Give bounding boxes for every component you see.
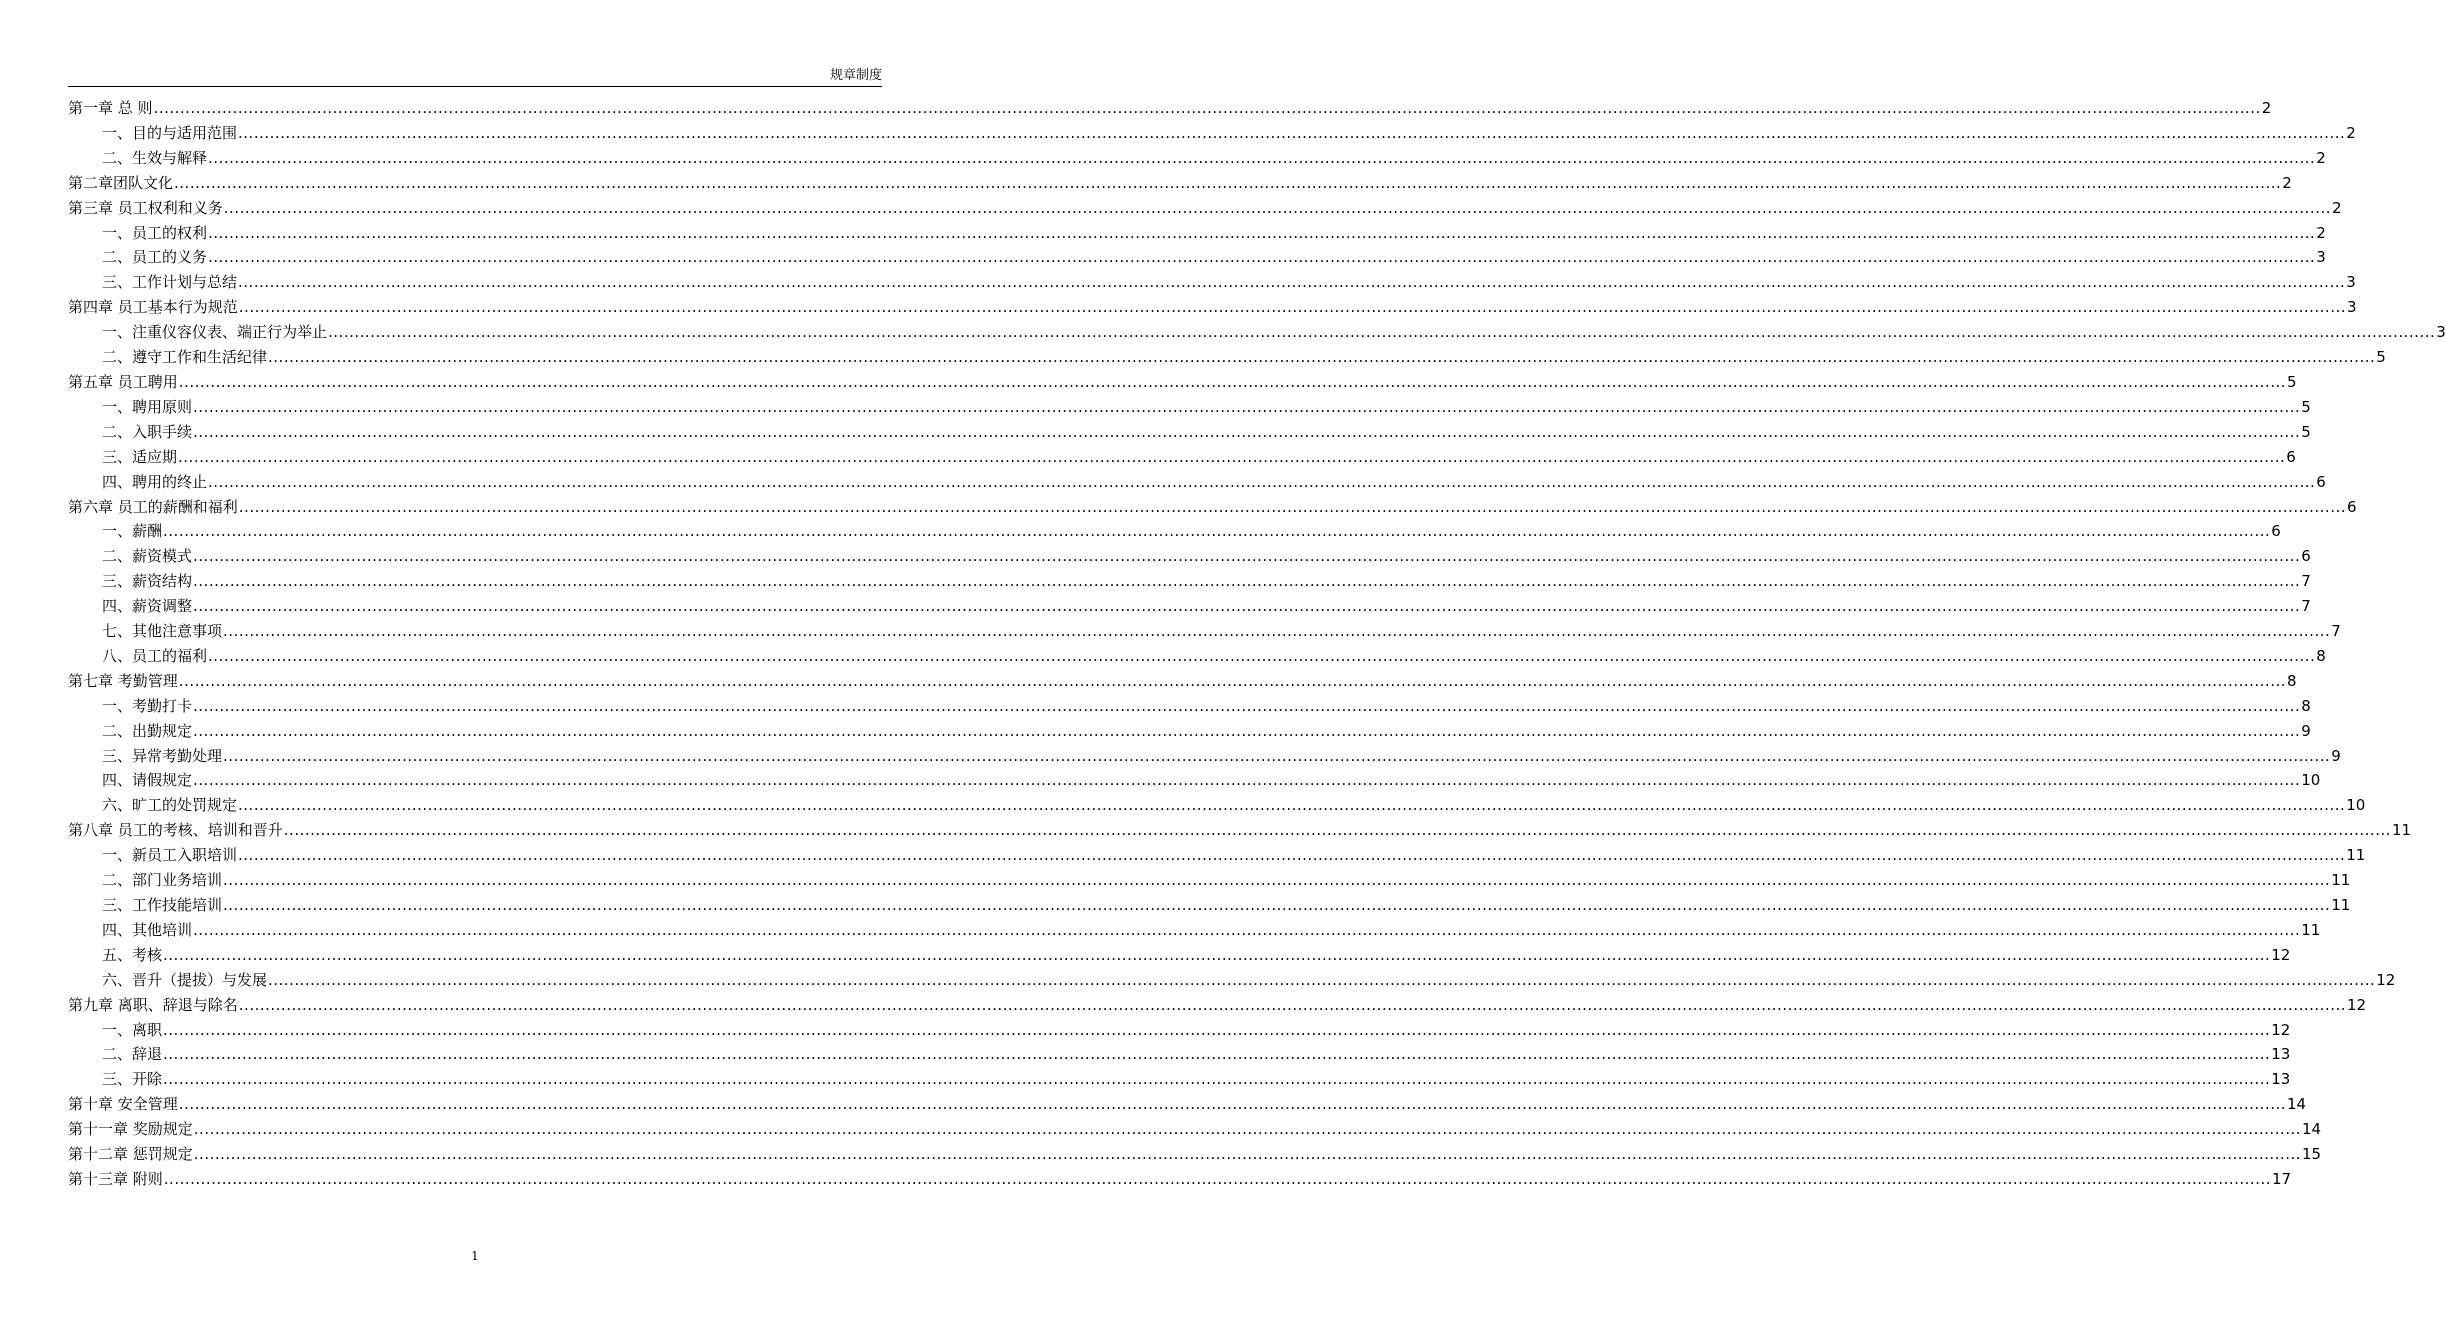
toc-entry-title: 一、考勤打卡 bbox=[102, 696, 193, 715]
toc-dot-leader: ................................................................................................................................................................................................................................................................................................................................................................................................................ bbox=[238, 123, 2346, 142]
toc-dot-leader: ................................................................................................................................................................................................................................................................................................................................................................................................................ bbox=[193, 422, 2301, 441]
toc-entry-page: 12 bbox=[2271, 1020, 2291, 1039]
toc-dot-leader: ................................................................................................................................................................................................................................................................................................................................................................................................................ bbox=[193, 771, 2301, 790]
toc-entry-page: 9 bbox=[2331, 746, 2341, 765]
toc-section-entry[interactable] bbox=[68, 968, 2396, 993]
toc-entry-page: 8 bbox=[2287, 671, 2297, 690]
toc-chapter-entry[interactable] bbox=[68, 669, 2297, 694]
toc-section-entry[interactable] bbox=[68, 519, 2281, 544]
toc-entry-page: 12 bbox=[2376, 970, 2396, 989]
toc-section-entry[interactable] bbox=[68, 121, 2356, 146]
toc-entry-page: 5 bbox=[2376, 348, 2386, 367]
toc-dot-leader: ................................................................................................................................................................................................................................................................................................................................................................................................................ bbox=[193, 572, 2301, 591]
toc-entry-page: 2 bbox=[2316, 223, 2326, 242]
toc-section-entry[interactable] bbox=[68, 395, 2311, 420]
toc-dot-leader: ................................................................................................................................................................................................................................................................................................................................................................................................................ bbox=[238, 298, 2347, 317]
toc-entry-page: 10 bbox=[2346, 796, 2366, 815]
toc-dot-leader: ................................................................................................................................................................................................................................................................................................................................................................................................................ bbox=[163, 945, 2271, 964]
toc-dot-leader: ................................................................................................................................................................................................................................................................................................................................................................................................................ bbox=[193, 920, 2301, 939]
toc-entry-title: 第二章团队文化 bbox=[68, 173, 174, 192]
toc-entry-title: 第十章 安全管理 bbox=[68, 1095, 178, 1114]
toc-entry-page: 14 bbox=[2302, 1120, 2322, 1139]
toc-dot-leader: ................................................................................................................................................................................................................................................................................................................................................................................................................ bbox=[163, 1020, 2271, 1039]
toc-entry-title: 第三章 员工权利和义务 bbox=[68, 198, 223, 217]
toc-dot-leader: ................................................................................................................................................................................................................................................................................................................................................................................................................ bbox=[283, 821, 2392, 840]
toc-chapter-entry[interactable] bbox=[68, 1142, 2322, 1167]
toc-entry-title: 二、出勤规定 bbox=[102, 721, 193, 740]
toc-dot-leader: ................................................................................................................................................................................................................................................................................................................................................................................................................ bbox=[268, 970, 2376, 989]
toc-dot-leader: ................................................................................................................................................................................................................................................................................................................................................................................................................ bbox=[238, 846, 2346, 865]
toc-dot-leader: ................................................................................................................................................................................................................................................................................................................................................................................................................ bbox=[328, 323, 2436, 342]
toc-entry-title: 第四章 员工基本行为规范 bbox=[68, 298, 238, 317]
toc-section-entry[interactable] bbox=[68, 719, 2311, 744]
toc-entry-page: 13 bbox=[2271, 1045, 2291, 1064]
toc-section-entry[interactable] bbox=[68, 1042, 2291, 1067]
toc-dot-leader: ................................................................................................................................................................................................................................................................................................................................................................................................................ bbox=[238, 273, 2346, 292]
toc-dot-leader: ................................................................................................................................................................................................................................................................................................................................................................................................................ bbox=[223, 622, 2331, 641]
toc-dot-leader: ................................................................................................................................................................................................................................................................................................................................................................................................................ bbox=[163, 1169, 2272, 1188]
toc-entry-title: 一、新员工入职培训 bbox=[102, 846, 238, 865]
toc-section-entry[interactable] bbox=[68, 768, 2321, 793]
toc-entry-page: 6 bbox=[2301, 547, 2311, 566]
toc-section-entry[interactable] bbox=[68, 320, 2446, 345]
toc-entry-page: 2 bbox=[2332, 198, 2342, 217]
toc-section-entry[interactable] bbox=[68, 918, 2321, 943]
toc-chapter-entry[interactable] bbox=[68, 1167, 2292, 1192]
toc-entry-page: 10 bbox=[2301, 771, 2321, 790]
toc-dot-leader: ................................................................................................................................................................................................................................................................................................................................................................................................................ bbox=[223, 896, 2331, 914]
toc-dot-leader: ................................................................................................................................................................................................................................................................................................................................................................................................................ bbox=[178, 447, 2286, 466]
toc-section-entry[interactable] bbox=[68, 744, 2341, 769]
toc-entry-page: 2 bbox=[2282, 173, 2292, 192]
header-rule bbox=[68, 86, 882, 87]
toc-section-entry[interactable] bbox=[68, 569, 2311, 594]
toc-entry-page: 11 bbox=[2331, 871, 2351, 890]
toc-dot-leader: ................................................................................................................................................................................................................................................................................................................................................................................................................ bbox=[208, 472, 2316, 491]
toc-dot-leader: ................................................................................................................................................................................................................................................................................................................................................................................................................ bbox=[238, 796, 2346, 815]
toc-section-entry[interactable] bbox=[68, 345, 2386, 370]
toc-entry-title: 第一章 总 则 bbox=[68, 99, 153, 117]
toc-dot-leader: ................................................................................................................................................................................................................................................................................................................................................................................................................ bbox=[268, 348, 2376, 367]
toc-entry-title: 二、生效与解释 bbox=[102, 148, 208, 167]
toc-entry-title: 一、员工的权利 bbox=[102, 223, 208, 242]
toc-entry-page: 11 bbox=[2331, 896, 2351, 914]
toc-entry-title: 四、其他培训 bbox=[102, 920, 193, 939]
toc-section-entry[interactable] bbox=[68, 1018, 2291, 1043]
toc-entry-page: 9 bbox=[2301, 721, 2311, 740]
toc-entry-title: 八、员工的福利 bbox=[102, 646, 208, 665]
toc-dot-leader: ................................................................................................................................................................................................................................................................................................................................................................................................................ bbox=[153, 99, 2261, 117]
toc-entry-title: 五、考核 bbox=[102, 945, 163, 964]
toc-dot-leader: ................................................................................................................................................................................................................................................................................................................................................................................................................ bbox=[193, 597, 2301, 616]
toc-entry-page: 3 bbox=[2347, 298, 2357, 317]
toc-section-entry[interactable] bbox=[68, 420, 2311, 445]
toc-entry-title: 四、请假规定 bbox=[102, 771, 193, 790]
toc-section-entry[interactable] bbox=[68, 594, 2311, 619]
toc-entry-title: 一、薪酬 bbox=[102, 522, 163, 541]
toc-entry-title: 三、异常考勤处理 bbox=[102, 746, 223, 765]
toc-entry-title: 第十一章 奖励规定 bbox=[68, 1120, 193, 1139]
toc-entry-title: 三、开除 bbox=[102, 1070, 163, 1089]
toc-section-entry[interactable] bbox=[68, 245, 2326, 270]
toc-dot-leader: ................................................................................................................................................................................................................................................................................................................................................................................................................ bbox=[163, 1045, 2271, 1064]
toc-entry-title: 六、晋升（提拔）与发展 bbox=[102, 970, 268, 989]
toc-dot-leader: ................................................................................................................................................................................................................................................................................................................................................................................................................ bbox=[193, 1145, 2302, 1164]
toc-section-entry[interactable] bbox=[68, 843, 2366, 868]
toc-entry-title: 第十二章 惩罚规定 bbox=[68, 1145, 193, 1164]
toc-entry-title: 二、员工的义务 bbox=[102, 248, 208, 267]
toc-dot-leader: ................................................................................................................................................................................................................................................................................................................................................................................................................ bbox=[223, 746, 2331, 765]
toc-entry-page: 6 bbox=[2316, 472, 2326, 491]
toc-dot-leader: ................................................................................................................................................................................................................................................................................................................................................................................................................ bbox=[193, 397, 2301, 416]
toc-entry-page: 6 bbox=[2286, 447, 2296, 466]
toc-chapter-entry[interactable] bbox=[68, 993, 2367, 1018]
toc-entry-page: 6 bbox=[2347, 497, 2357, 516]
toc-dot-leader: ................................................................................................................................................................................................................................................................................................................................................................................................................ bbox=[223, 871, 2331, 890]
toc-section-entry[interactable] bbox=[68, 868, 2351, 893]
toc-section-entry[interactable] bbox=[68, 893, 2351, 918]
toc-entry-page: 7 bbox=[2331, 622, 2341, 641]
toc-section-entry[interactable] bbox=[68, 619, 2341, 644]
toc-entry-title: 第五章 员工聘用 bbox=[68, 372, 178, 391]
toc-chapter-entry[interactable] bbox=[68, 171, 2292, 196]
toc-entry-page: 13 bbox=[2271, 1070, 2291, 1089]
toc-dot-leader: ................................................................................................................................................................................................................................................................................................................................................................................................................ bbox=[208, 148, 2316, 167]
toc-dot-leader: ................................................................................................................................................................................................................................................................................................................................................................................................................ bbox=[238, 995, 2347, 1014]
toc-entry-title: 四、聘用的终止 bbox=[102, 472, 208, 491]
toc-section-entry[interactable] bbox=[68, 1067, 2291, 1092]
toc-entry-page: 5 bbox=[2301, 422, 2311, 441]
toc-entry-title: 一、注重仪容仪表、端正行为举止 bbox=[102, 323, 328, 342]
toc-section-entry[interactable] bbox=[68, 544, 2311, 569]
toc-entry-page: 12 bbox=[2347, 995, 2367, 1014]
toc-entry-page: 7 bbox=[2301, 597, 2311, 616]
toc-dot-leader: ................................................................................................................................................................................................................................................................................................................................................................................................................ bbox=[208, 223, 2316, 242]
toc-dot-leader: ................................................................................................................................................................................................................................................................................................................................................................................................................ bbox=[178, 372, 2287, 391]
toc-entry-page: 11 bbox=[2392, 821, 2412, 840]
toc-dot-leader: ................................................................................................................................................................................................................................................................................................................................................................................................................ bbox=[193, 721, 2301, 740]
toc-dot-leader: ................................................................................................................................................................................................................................................................................................................................................................................................................ bbox=[193, 1120, 2302, 1139]
toc-entry-page: 11 bbox=[2301, 920, 2321, 939]
toc-entry-page: 2 bbox=[2316, 148, 2326, 167]
toc-dot-leader: ................................................................................................................................................................................................................................................................................................................................................................................................................ bbox=[193, 547, 2301, 566]
toc-entry-title: 六、旷工的处罚规定 bbox=[102, 796, 238, 815]
toc-section-entry[interactable] bbox=[68, 270, 2356, 295]
toc-chapter-entry[interactable] bbox=[68, 818, 2412, 843]
toc-section-entry[interactable] bbox=[68, 644, 2326, 669]
toc-entry-title: 七、其他注意事项 bbox=[102, 622, 223, 641]
toc-entry-title: 第八章 员工的考核、培训和晋升 bbox=[68, 821, 283, 840]
toc-entry-page: 15 bbox=[2302, 1145, 2322, 1164]
toc-entry-page: 2 bbox=[2346, 123, 2356, 142]
toc-entry-page: 3 bbox=[2316, 248, 2326, 267]
toc-entry-title: 二、辞退 bbox=[102, 1045, 163, 1064]
toc-entry-title: 二、部门业务培训 bbox=[102, 871, 223, 890]
toc-entry-title: 一、离职 bbox=[102, 1020, 163, 1039]
table-of-contents bbox=[68, 96, 2446, 1192]
toc-entry-page: 14 bbox=[2287, 1095, 2307, 1114]
toc-entry-title: 二、遵守工作和生活纪律 bbox=[102, 348, 268, 367]
toc-entry-page: 17 bbox=[2272, 1169, 2292, 1188]
toc-entry-title: 二、入职手续 bbox=[102, 422, 193, 441]
toc-section-entry[interactable] bbox=[68, 694, 2311, 719]
toc-chapter-entry[interactable] bbox=[68, 1092, 2307, 1117]
toc-entry-title: 三、适应期 bbox=[102, 447, 178, 466]
toc-dot-leader: ................................................................................................................................................................................................................................................................................................................................................................................................................ bbox=[163, 522, 2271, 541]
toc-entry-title: 第七章 考勤管理 bbox=[68, 671, 178, 690]
toc-dot-leader: ................................................................................................................................................................................................................................................................................................................................................................................................................ bbox=[163, 1070, 2271, 1089]
document-header-title: 规章制度 bbox=[829, 68, 882, 83]
toc-section-entry[interactable] bbox=[68, 470, 2326, 495]
toc-dot-leader: ................................................................................................................................................................................................................................................................................................................................................................................................................ bbox=[223, 198, 2332, 217]
toc-entry-title: 三、工作计划与总结 bbox=[102, 273, 238, 292]
toc-entry-title: 第九章 离职、辞退与除名 bbox=[68, 995, 238, 1014]
toc-entry-title: 第六章 员工的薪酬和福利 bbox=[68, 497, 238, 516]
toc-chapter-entry[interactable] bbox=[68, 1117, 2322, 1142]
toc-dot-leader: ................................................................................................................................................................................................................................................................................................................................................................................................................ bbox=[208, 646, 2316, 665]
toc-entry-page: 6 bbox=[2271, 522, 2281, 541]
toc-entry-title: 二、薪资模式 bbox=[102, 547, 193, 566]
toc-dot-leader: ................................................................................................................................................................................................................................................................................................................................................................................................................ bbox=[238, 497, 2347, 516]
toc-entry-title: 三、薪资结构 bbox=[102, 572, 193, 591]
toc-chapter-entry[interactable] bbox=[68, 495, 2357, 520]
toc-entry-title: 四、薪资调整 bbox=[102, 597, 193, 616]
toc-entry-title: 第十三章 附则 bbox=[68, 1169, 163, 1188]
toc-section-entry[interactable] bbox=[68, 221, 2326, 246]
toc-entry-title: 三、工作技能培训 bbox=[102, 896, 223, 914]
toc-entry-page: 8 bbox=[2301, 696, 2311, 715]
toc-chapter-entry[interactable] bbox=[68, 196, 2342, 221]
toc-section-entry[interactable] bbox=[68, 146, 2326, 171]
toc-entry-title: 一、目的与适用范围 bbox=[102, 123, 238, 142]
toc-section-entry[interactable] bbox=[68, 943, 2291, 968]
toc-chapter-entry[interactable] bbox=[68, 370, 2297, 395]
page-number: 1 bbox=[471, 1249, 479, 1263]
toc-entry-page: 3 bbox=[2346, 273, 2356, 292]
toc-entry-page: 5 bbox=[2301, 397, 2311, 416]
toc-section-entry[interactable] bbox=[68, 445, 2296, 470]
toc-section-entry[interactable] bbox=[68, 793, 2366, 818]
toc-entry-page: 11 bbox=[2346, 846, 2366, 865]
toc-entry-page: 3 bbox=[2436, 323, 2446, 342]
toc-entry-page: 7 bbox=[2301, 572, 2311, 591]
toc-dot-leader: ................................................................................................................................................................................................................................................................................................................................................................................................................ bbox=[208, 248, 2316, 267]
toc-entry-page: 12 bbox=[2271, 945, 2291, 964]
toc-chapter-entry[interactable] bbox=[68, 96, 2272, 121]
toc-entry-title: 一、聘用原则 bbox=[102, 397, 193, 416]
toc-entry-page: 5 bbox=[2287, 372, 2297, 391]
toc-dot-leader: ................................................................................................................................................................................................................................................................................................................................................................................................................ bbox=[193, 696, 2301, 715]
toc-chapter-entry[interactable] bbox=[68, 295, 2357, 320]
toc-dot-leader: ................................................................................................................................................................................................................................................................................................................................................................................................................ bbox=[178, 1095, 2287, 1114]
toc-entry-page: 8 bbox=[2316, 646, 2326, 665]
toc-dot-leader: ................................................................................................................................................................................................................................................................................................................................................................................................................ bbox=[174, 173, 2282, 192]
toc-entry-page: 2 bbox=[2261, 99, 2272, 117]
toc-dot-leader: ................................................................................................................................................................................................................................................................................................................................................................................................................ bbox=[178, 671, 2287, 690]
